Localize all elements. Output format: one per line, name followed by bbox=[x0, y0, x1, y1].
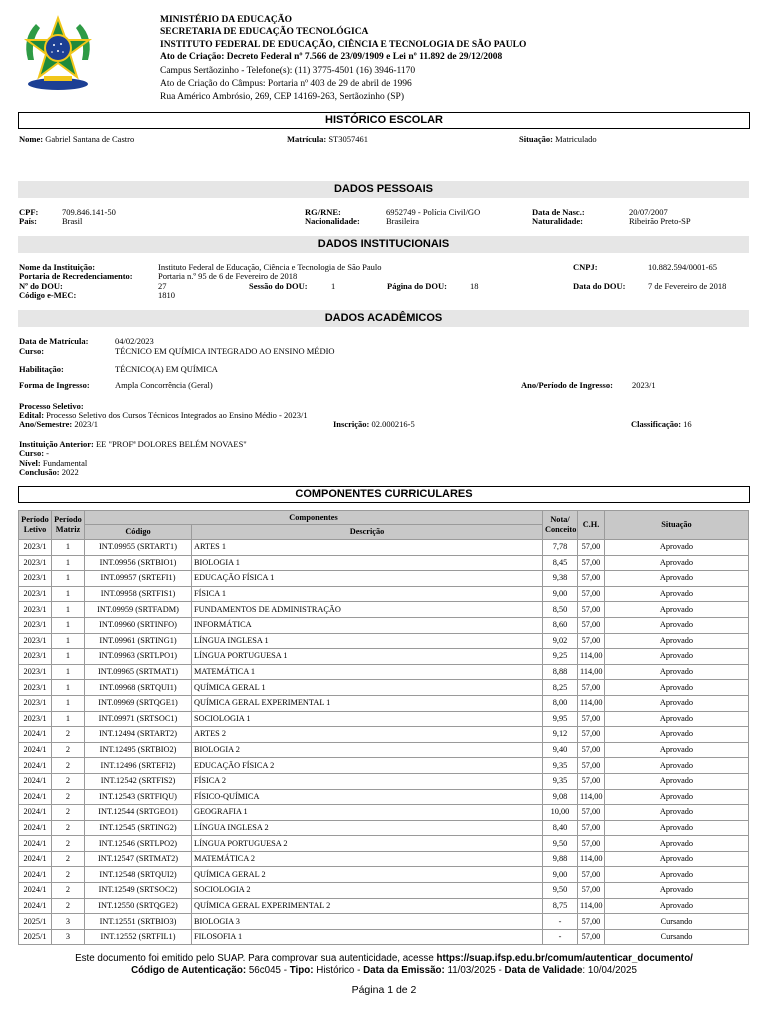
table-row bbox=[19, 883, 749, 899]
cell-situation: Cursando bbox=[605, 914, 749, 930]
cell-hours: 114,00 bbox=[578, 898, 605, 914]
header-institute: INSTITUTO FEDERAL DE EDUCAÇÃO, CIÊNCIA E TECNOLOGIA DE SÃO PAULO bbox=[160, 40, 527, 50]
cell-hours: 57,00 bbox=[578, 773, 605, 789]
cell-grade: 8,50 bbox=[543, 602, 578, 618]
cell-code: INT.09965 (SRTMAT1) bbox=[85, 664, 192, 680]
table-row bbox=[19, 867, 749, 883]
cell-period: 2023/1 bbox=[19, 617, 52, 633]
cell-period: 2024/1 bbox=[19, 805, 52, 821]
cell-period: 2024/1 bbox=[19, 789, 52, 805]
cell-matrix: 1 bbox=[52, 602, 85, 618]
cell-description: LÍNGUA INGLESA 2 bbox=[192, 820, 543, 836]
student-name: Nome: Gabriel Santana de Castro bbox=[19, 134, 135, 144]
label-cpf: CPF: bbox=[19, 207, 39, 217]
cell-grade: 9,95 bbox=[543, 711, 578, 727]
cell-matrix: 2 bbox=[52, 851, 85, 867]
cell-grade: 8,25 bbox=[543, 680, 578, 696]
cell-situation: Aprovado bbox=[605, 773, 749, 789]
cell-code: INT.09956 (SRTBIO1) bbox=[85, 555, 192, 571]
cell-matrix: 3 bbox=[52, 914, 85, 930]
cell-description: QUÍMICA GERAL 2 bbox=[192, 867, 543, 883]
cell-situation: Aprovado bbox=[605, 898, 749, 914]
cell-period: 2024/1 bbox=[19, 742, 52, 758]
cell-code: INT.12550 (SRTQGE2) bbox=[85, 898, 192, 914]
cell-hours: 57,00 bbox=[578, 711, 605, 727]
label-selection-process: Processo Seletivo: bbox=[19, 401, 84, 411]
label-emec: Código e-MEC: bbox=[19, 290, 77, 300]
cell-grade: 9,50 bbox=[543, 883, 578, 899]
cell-hours: 114,00 bbox=[578, 649, 605, 665]
cell-grade: 9,00 bbox=[543, 867, 578, 883]
cell-grade: 9,38 bbox=[543, 571, 578, 587]
cell-hours: 57,00 bbox=[578, 633, 605, 649]
cell-matrix: 2 bbox=[52, 805, 85, 821]
footer-document-info: Código de Autenticação: 56c045 - Tipo: Histórico - Data da Emissão: 11/03/2025 - Data de Validade: 10/04/2025 bbox=[131, 965, 637, 976]
cell-code: INT.12549 (SRTSOC2) bbox=[85, 883, 192, 899]
cell-period: 2024/1 bbox=[19, 883, 52, 899]
cell-hours: 57,00 bbox=[578, 883, 605, 899]
value-enroll-date: 04/02/2023 bbox=[115, 336, 154, 346]
cell-period: 2024/1 bbox=[19, 820, 52, 836]
cell-period: 2023/1 bbox=[19, 649, 52, 665]
cell-description: BIOLOGIA 3 bbox=[192, 914, 543, 930]
cell-situation: Aprovado bbox=[605, 883, 749, 899]
header-code: Código bbox=[85, 525, 192, 540]
cell-code: INT.09955 (SRTART1) bbox=[85, 540, 192, 556]
cell-hours: 114,00 bbox=[578, 664, 605, 680]
cell-code: INT.09957 (SRTEFI1) bbox=[85, 571, 192, 587]
cell-description: QUÍMICA GERAL EXPERIMENTAL 2 bbox=[192, 898, 543, 914]
cell-matrix: 1 bbox=[52, 711, 85, 727]
cell-situation: Aprovado bbox=[605, 586, 749, 602]
cell-grade: 8,88 bbox=[543, 664, 578, 680]
label-birthplace: Naturalidade: bbox=[532, 216, 583, 226]
label-nationality: Nacionalidade: bbox=[305, 216, 360, 226]
cell-grade: 9,25 bbox=[543, 649, 578, 665]
value-cnpj: 10.882.594/0001-65 bbox=[648, 262, 717, 272]
table-row bbox=[19, 649, 749, 665]
cell-situation: Aprovado bbox=[605, 540, 749, 556]
header-campus-act: Ato de Criação do Câmpus: Portaria nº 403 de 29 de abril de 1996 bbox=[160, 79, 412, 89]
cell-code: INT.12543 (SRTFIQU) bbox=[85, 789, 192, 805]
table-row bbox=[19, 727, 749, 743]
table-row bbox=[19, 664, 749, 680]
table-row bbox=[19, 914, 749, 930]
value-ordinance: Portaria n.º 95 de 6 de Fevereiro de 2018 bbox=[158, 271, 298, 281]
table-row bbox=[19, 851, 749, 867]
value-rg: 6952749 - Polícia Civil/GO bbox=[386, 207, 481, 217]
label-institution: Nome da Instituição: bbox=[19, 262, 96, 272]
cell-grade: 8,40 bbox=[543, 820, 578, 836]
cell-grade: - bbox=[543, 914, 578, 930]
cell-period: 2024/1 bbox=[19, 727, 52, 743]
cell-period: 2023/1 bbox=[19, 571, 52, 587]
cell-matrix: 2 bbox=[52, 836, 85, 852]
cell-description: FÍSICA 2 bbox=[192, 773, 543, 789]
cell-code: INT.12542 (SRTFIS2) bbox=[85, 773, 192, 789]
label-qualification: Habilitação: bbox=[19, 364, 64, 374]
cell-matrix: 3 bbox=[52, 929, 85, 945]
cell-grade: 9,00 bbox=[543, 586, 578, 602]
cell-period: 2024/1 bbox=[19, 773, 52, 789]
cell-situation: Aprovado bbox=[605, 602, 749, 618]
cell-situation: Aprovado bbox=[605, 820, 749, 836]
cell-matrix: 1 bbox=[52, 586, 85, 602]
brazil-coat-of-arms-icon bbox=[18, 14, 98, 94]
cell-description: ARTES 2 bbox=[192, 727, 543, 743]
cell-situation: Aprovado bbox=[605, 664, 749, 680]
cell-situation: Aprovado bbox=[605, 571, 749, 587]
value-dou: 27 bbox=[158, 281, 167, 291]
cell-description: LÍNGUA PORTUGUESA 1 bbox=[192, 649, 543, 665]
table-row bbox=[19, 586, 749, 602]
header-description: Descrição bbox=[192, 525, 543, 540]
cell-description: FILOSOFIA 1 bbox=[192, 929, 543, 945]
cell-situation: Aprovado bbox=[605, 695, 749, 711]
cell-hours: 57,00 bbox=[578, 727, 605, 743]
value-institution: Instituto Federal de Educação, Ciência e Tecnologia de São Paulo bbox=[158, 262, 382, 272]
cell-hours: 57,00 bbox=[578, 540, 605, 556]
table-row bbox=[19, 929, 749, 945]
cell-description: SOCIOLOGIA 1 bbox=[192, 711, 543, 727]
cell-period: 2024/1 bbox=[19, 867, 52, 883]
table-row bbox=[19, 555, 749, 571]
cell-period: 2023/1 bbox=[19, 680, 52, 696]
cell-description: INFORMÁTICA bbox=[192, 617, 543, 633]
selection-rank: Classificação: 16 bbox=[631, 419, 692, 429]
cell-description: LÍNGUA PORTUGUESA 2 bbox=[192, 836, 543, 852]
table-row bbox=[19, 758, 749, 774]
cell-period: 2023/1 bbox=[19, 586, 52, 602]
cell-description: MATEMÁTICA 2 bbox=[192, 851, 543, 867]
cell-matrix: 2 bbox=[52, 883, 85, 899]
cell-grade: 9,12 bbox=[543, 727, 578, 743]
cell-situation: Aprovado bbox=[605, 742, 749, 758]
cell-description: ARTES 1 bbox=[192, 540, 543, 556]
cell-code: INT.12547 (SRTMAT2) bbox=[85, 851, 192, 867]
cell-hours: 114,00 bbox=[578, 851, 605, 867]
authenticity-link[interactable]: https://suap.ifsp.edu.br/comum/autenticar_documento/ bbox=[436, 953, 693, 964]
cell-period: 2025/1 bbox=[19, 929, 52, 945]
cell-code: INT.09971 (SRTSOC1) bbox=[85, 711, 192, 727]
value-birthplace: Ribeirão Preto-SP bbox=[629, 216, 691, 226]
cell-code: INT.12546 (SRTLPO2) bbox=[85, 836, 192, 852]
cell-hours: 57,00 bbox=[578, 929, 605, 945]
cell-hours: 57,00 bbox=[578, 586, 605, 602]
cell-description: BIOLOGIA 2 bbox=[192, 742, 543, 758]
table-row bbox=[19, 898, 749, 914]
cell-code: INT.09968 (SRTQUI1) bbox=[85, 680, 192, 696]
cell-period: 2023/1 bbox=[19, 540, 52, 556]
cell-hours: 57,00 bbox=[578, 867, 605, 883]
value-entry-form: Ampla Concorrência (Geral) bbox=[115, 380, 213, 390]
cell-code: INT.09963 (SRTLPO1) bbox=[85, 649, 192, 665]
header-address: Rua Américo Ambrósio, 269, CEP 14169-263, Sertãozinho (SP) bbox=[160, 92, 404, 102]
table-row bbox=[19, 742, 749, 758]
cell-matrix: 1 bbox=[52, 649, 85, 665]
cell-hours: 57,00 bbox=[578, 602, 605, 618]
cell-hours: 57,00 bbox=[578, 617, 605, 633]
cell-matrix: 1 bbox=[52, 555, 85, 571]
cell-matrix: 2 bbox=[52, 898, 85, 914]
cell-hours: 57,00 bbox=[578, 836, 605, 852]
label-course: Curso: bbox=[19, 346, 45, 356]
table-row bbox=[19, 695, 749, 711]
header-grade: Nota/ Conceito bbox=[543, 511, 578, 540]
student-registration: Matrícula: ST3057461 bbox=[287, 134, 368, 144]
cell-period: 2023/1 bbox=[19, 695, 52, 711]
cell-period: 2023/1 bbox=[19, 633, 52, 649]
cell-matrix: 2 bbox=[52, 789, 85, 805]
cell-code: INT.12494 (SRTART2) bbox=[85, 727, 192, 743]
student-status: Situação: Matriculado bbox=[519, 134, 597, 144]
cell-grade: 9,50 bbox=[543, 836, 578, 852]
cell-situation: Aprovado bbox=[605, 617, 749, 633]
cell-hours: 57,00 bbox=[578, 914, 605, 930]
header-campus: Campus Sertãozinho - Telefone(s): (11) 3775-4501 (16) 3946-1170 bbox=[160, 66, 416, 76]
cell-period: 2024/1 bbox=[19, 851, 52, 867]
value-dou-page: 18 bbox=[470, 281, 479, 291]
table-row bbox=[19, 805, 749, 821]
cell-code: INT.12552 (SRTFIL1) bbox=[85, 929, 192, 945]
cell-grade: 8,00 bbox=[543, 695, 578, 711]
label-entry-form: Forma de Ingresso: bbox=[19, 380, 90, 390]
cell-situation: Aprovado bbox=[605, 680, 749, 696]
cell-matrix: 1 bbox=[52, 633, 85, 649]
table-row bbox=[19, 633, 749, 649]
table-row bbox=[19, 820, 749, 836]
cell-situation: Aprovado bbox=[605, 789, 749, 805]
header-period: Período Letivo bbox=[19, 511, 52, 540]
cell-matrix: 1 bbox=[52, 617, 85, 633]
cell-period: 2023/1 bbox=[19, 602, 52, 618]
table-row bbox=[19, 836, 749, 852]
label-rg: RG/RNE: bbox=[305, 207, 341, 217]
label-ordinance: Portaria de Recredenciamento: bbox=[19, 271, 133, 281]
cell-matrix: 1 bbox=[52, 571, 85, 587]
cell-description: QUÍMICA GERAL EXPERIMENTAL 1 bbox=[192, 695, 543, 711]
label-dou: Nº do DOU: bbox=[19, 281, 63, 291]
value-course: TÉCNICO EM QUÍMICA INTEGRADO AO ENSINO MÉDIO bbox=[115, 346, 335, 356]
cell-matrix: 2 bbox=[52, 758, 85, 774]
value-dou-session: 1 bbox=[331, 281, 336, 291]
header-hours: C.H. bbox=[578, 511, 605, 540]
previous-institution: Instituição Anterior: EE "PROFª DOLORES BELÉM NOVAES" bbox=[19, 439, 247, 449]
cell-description: FUNDAMENTOS DE ADMINISTRAÇÃO bbox=[192, 602, 543, 618]
label-dou-date: Data do DOU: bbox=[573, 281, 626, 291]
page-title: HISTÓRICO ESCOLAR bbox=[18, 112, 750, 129]
cell-grade: 8,75 bbox=[543, 898, 578, 914]
cell-matrix: 1 bbox=[52, 540, 85, 556]
cell-situation: Aprovado bbox=[605, 649, 749, 665]
cell-grade: 7,78 bbox=[543, 540, 578, 556]
cell-situation: Aprovado bbox=[605, 805, 749, 821]
section-academic-data: DADOS ACADÊMICOS bbox=[18, 310, 749, 327]
value-emec: 1810 bbox=[158, 290, 175, 300]
cell-matrix: 2 bbox=[52, 773, 85, 789]
label-dou-page: Página do DOU: bbox=[387, 281, 447, 291]
section-institutional-data: DADOS INSTITUCIONAIS bbox=[18, 236, 749, 253]
label-dou-session: Sessão do DOU: bbox=[249, 281, 308, 291]
cell-code: INT.12544 (SRTGEO1) bbox=[85, 805, 192, 821]
cell-hours: 114,00 bbox=[578, 789, 605, 805]
cell-description: EDUCAÇÃO FÍSICA 2 bbox=[192, 758, 543, 774]
cell-code: INT.12551 (SRTBIO3) bbox=[85, 914, 192, 930]
cell-situation: Aprovado bbox=[605, 711, 749, 727]
cell-period: 2023/1 bbox=[19, 664, 52, 680]
selection-subscription: Inscrição: 02.000216-5 bbox=[333, 419, 415, 429]
cell-situation: Aprovado bbox=[605, 836, 749, 852]
cell-hours: 57,00 bbox=[578, 571, 605, 587]
cell-description: BIOLOGIA 1 bbox=[192, 555, 543, 571]
cell-code: INT.12496 (SRTEFI2) bbox=[85, 758, 192, 774]
table-row bbox=[19, 571, 749, 587]
cell-situation: Aprovado bbox=[605, 727, 749, 743]
header-creation-act: Ato de Criação: Decreto Federal nº 7.566 de 23/09/1909 e Lei nº 11.892 de 29/12/2008 bbox=[160, 52, 503, 62]
value-country: Brasil bbox=[62, 216, 83, 226]
selection-edict: Edital: Processo Seletivo dos Cursos Técnicos Integrados ao Ensino Médio - 2023/1 bbox=[19, 410, 308, 420]
cell-code: INT.09958 (SRTFIS1) bbox=[85, 586, 192, 602]
label-cnpj: CNPJ: bbox=[573, 262, 598, 272]
cell-description: QUÍMICA GERAL 1 bbox=[192, 680, 543, 696]
cell-description: SOCIOLOGIA 2 bbox=[192, 883, 543, 899]
cell-situation: Cursando bbox=[605, 929, 749, 945]
cell-period: 2024/1 bbox=[19, 758, 52, 774]
cell-code: INT.09960 (SRTINFO) bbox=[85, 617, 192, 633]
cell-grade: 9,35 bbox=[543, 758, 578, 774]
value-qualification: TÉCNICO(A) EM QUÍMICA bbox=[115, 364, 218, 374]
cell-description: EDUCAÇÃO FÍSICA 1 bbox=[192, 571, 543, 587]
cell-matrix: 2 bbox=[52, 727, 85, 743]
cell-situation: Aprovado bbox=[605, 555, 749, 571]
cell-situation: Aprovado bbox=[605, 851, 749, 867]
value-cpf: 709.846.141-50 bbox=[62, 207, 116, 217]
cell-matrix: 1 bbox=[52, 695, 85, 711]
cell-hours: 57,00 bbox=[578, 555, 605, 571]
label-birth: Data de Nasc.: bbox=[532, 207, 585, 217]
cell-code: INT.12495 (SRTBIO2) bbox=[85, 742, 192, 758]
page-number: Página 1 de 2 bbox=[351, 984, 417, 996]
cell-period: 2023/1 bbox=[19, 711, 52, 727]
value-birth: 20/07/2007 bbox=[629, 207, 668, 217]
cell-hours: 57,00 bbox=[578, 758, 605, 774]
cell-code: INT.09961 (SRTING1) bbox=[85, 633, 192, 649]
cell-matrix: 2 bbox=[52, 867, 85, 883]
cell-grade: 9,35 bbox=[543, 773, 578, 789]
previous-conclusion: Conclusão: 2022 bbox=[19, 467, 79, 477]
cell-grade: 10,00 bbox=[543, 805, 578, 821]
header-secretariat: SECRETARIA DE EDUCAÇÃO TECNOLÓGICA bbox=[160, 27, 369, 37]
cell-period: 2024/1 bbox=[19, 836, 52, 852]
cell-period: 2023/1 bbox=[19, 555, 52, 571]
cell-description: FÍSICA 1 bbox=[192, 586, 543, 602]
table-row bbox=[19, 617, 749, 633]
table-row bbox=[19, 540, 749, 556]
cell-code: INT.12548 (SRTQUI2) bbox=[85, 867, 192, 883]
cell-grade: 9,02 bbox=[543, 633, 578, 649]
cell-situation: Aprovado bbox=[605, 867, 749, 883]
cell-grade: 8,45 bbox=[543, 555, 578, 571]
value-dou-date: 7 de Fevereiro de 2018 bbox=[648, 281, 727, 291]
cell-description: LÍNGUA INGLESA 1 bbox=[192, 633, 543, 649]
grades-body bbox=[19, 540, 749, 945]
value-nationality: Brasileira bbox=[386, 216, 420, 226]
table-row bbox=[19, 711, 749, 727]
cell-situation: Aprovado bbox=[605, 758, 749, 774]
section-curricular-components: COMPONENTES CURRICULARES bbox=[18, 486, 750, 503]
cell-period: 2024/1 bbox=[19, 898, 52, 914]
header-matrix: Período Matriz bbox=[52, 511, 85, 540]
label-country: País: bbox=[19, 216, 37, 226]
cell-grade: 8,60 bbox=[543, 617, 578, 633]
value-entry-year: 2023/1 bbox=[632, 380, 656, 390]
header-ministry: MINISTÉRIO DA EDUCAÇÃO bbox=[160, 15, 292, 25]
cell-period: 2025/1 bbox=[19, 914, 52, 930]
cell-description: GEOGRAFIA 1 bbox=[192, 805, 543, 821]
cell-matrix: 1 bbox=[52, 680, 85, 696]
cell-grade: 9,08 bbox=[543, 789, 578, 805]
cell-situation: Aprovado bbox=[605, 633, 749, 649]
cell-grade: - bbox=[543, 929, 578, 945]
cell-matrix: 1 bbox=[52, 664, 85, 680]
cell-grade: 9,88 bbox=[543, 851, 578, 867]
cell-grade: 9,40 bbox=[543, 742, 578, 758]
cell-hours: 57,00 bbox=[578, 805, 605, 821]
grades-table bbox=[18, 510, 749, 945]
cell-hours: 57,00 bbox=[578, 742, 605, 758]
label-entry-year: Ano/Período de Ingresso: bbox=[521, 380, 613, 390]
footer-authenticity: Este documento foi emitido pelo SUAP. Para comprovar sua autenticidade, acesse https://suap.ifsp.edu.br/comum/autenticar_documento/ bbox=[75, 953, 693, 964]
cell-description: MATEMÁTICA 1 bbox=[192, 664, 543, 680]
cell-code: INT.09969 (SRTQGE1) bbox=[85, 695, 192, 711]
cell-hours: 57,00 bbox=[578, 680, 605, 696]
cell-code: INT.12545 (SRTING2) bbox=[85, 820, 192, 836]
table-row bbox=[19, 602, 749, 618]
previous-course: Curso: - bbox=[19, 448, 49, 458]
table-row bbox=[19, 680, 749, 696]
table-row bbox=[19, 773, 749, 789]
cell-matrix: 2 bbox=[52, 742, 85, 758]
cell-description: FÍSICO-QUÍMICA bbox=[192, 789, 543, 805]
cell-code: INT.09959 (SRTFADM) bbox=[85, 602, 192, 618]
previous-level: Nível: Fundamental bbox=[19, 458, 88, 468]
cell-hours: 57,00 bbox=[578, 820, 605, 836]
label-enroll-date: Data de Matrícula: bbox=[19, 336, 89, 346]
selection-semester: Ano/Semestre: 2023/1 bbox=[19, 419, 98, 429]
table-row bbox=[19, 789, 749, 805]
header-situation: Situação bbox=[605, 511, 749, 540]
header-components: Componentes bbox=[85, 511, 543, 525]
cell-matrix: 2 bbox=[52, 820, 85, 836]
section-personal-data: DADOS PESSOAIS bbox=[18, 181, 749, 198]
cell-hours: 114,00 bbox=[578, 695, 605, 711]
